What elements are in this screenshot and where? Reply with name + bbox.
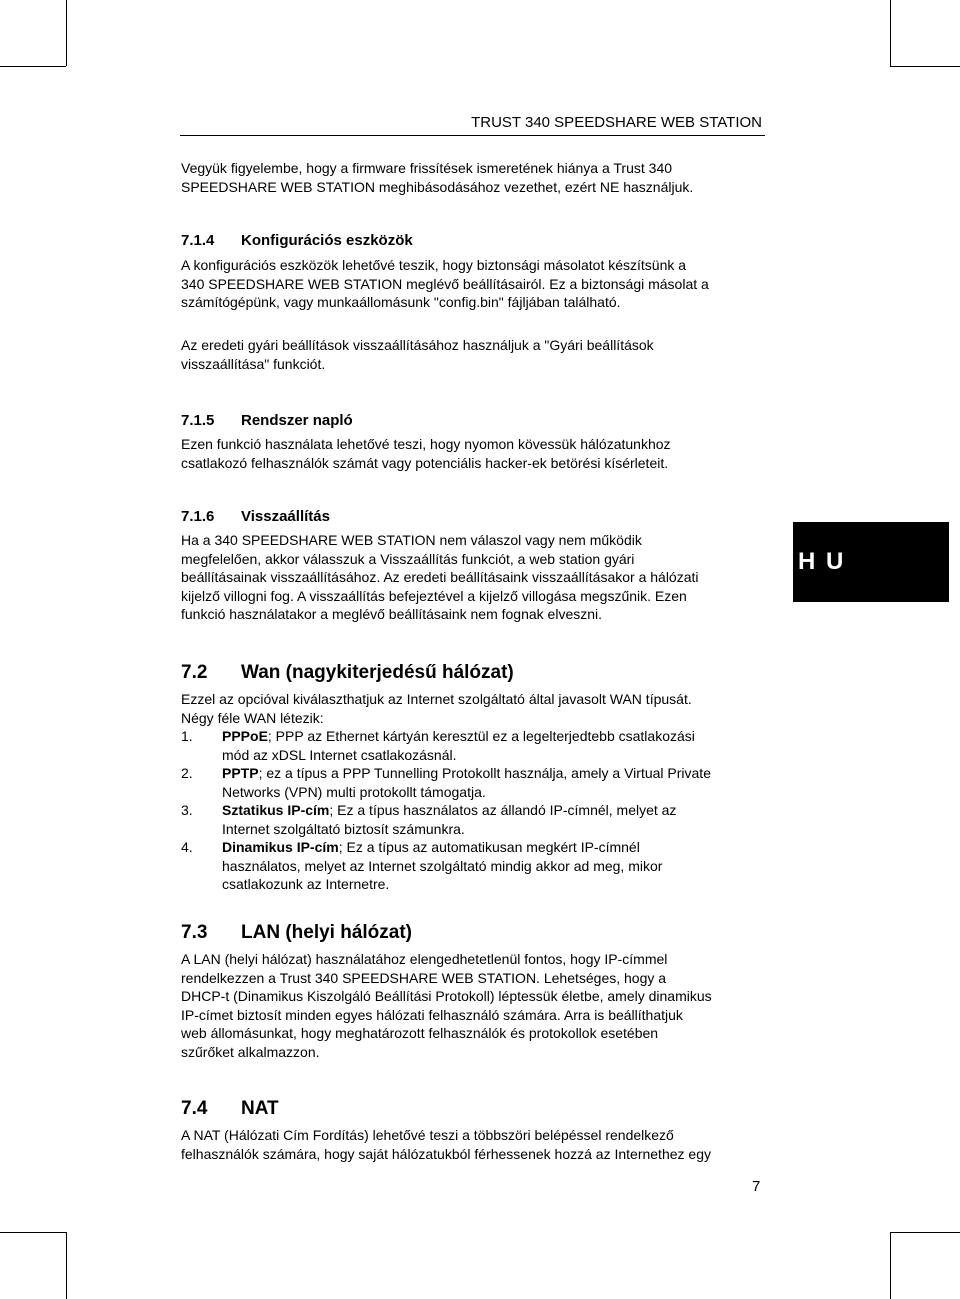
text-line: Az eredeti gyári beállítások visszaállításához használjuk a "Gyári beállítások xyxy=(181,337,654,353)
section-7-1-4-heading xyxy=(181,232,413,249)
section-7-1-5-body xyxy=(181,435,781,472)
intro-line-2: SPEEDSHARE WEB STATION meghibásodásához vezethet, ezért NE használjuk. xyxy=(181,178,694,195)
page-number: 7 xyxy=(752,1178,761,1195)
text-line: funkció használatakor a meglévő beállításaink nem fognak elveszni. xyxy=(181,606,603,622)
text-line: Ezzel az opcióval kiválaszthatjuk az Internet szolgáltató által javasolt WAN típusát. xyxy=(181,691,692,707)
text-line: web állomásunkat, hogy meghatározott felhasználók és protokollok esetében xyxy=(181,1025,659,1041)
text-line: kijelző villogni fog. A visszaállítás befejeztével a kijelző villogása megszűnik. Ezen xyxy=(181,587,687,604)
section-title: Visszaállítás xyxy=(241,508,330,525)
section-7-1-4-body-2 xyxy=(181,336,781,373)
section-number: 7.1.6 xyxy=(181,508,215,525)
text-line: A konfigurációs eszközök lehetővé teszik, hogy biztonsági másolatot készítsünk a xyxy=(181,257,687,273)
section-7-1-6-body xyxy=(181,531,781,624)
list-term: PPPoE xyxy=(222,728,268,744)
section-7-4-body xyxy=(181,1126,781,1163)
crop-mark-top-left-h xyxy=(0,66,66,67)
crop-mark-bottom-right-h xyxy=(890,1232,960,1233)
text-line: Ha a 340 SPEEDSHARE WEB STATION nem válaszol vagy nem működik xyxy=(181,532,642,548)
text-line: IP-címet biztosít minden egyes hálózati felhasználó számára. Arra is beállíthatjuk xyxy=(181,1006,683,1023)
text-line: felhasználók számára, hogy saját hálózatukból férhessenek hozzá az Internethez egy xyxy=(181,1145,711,1162)
section-7-1-4-body xyxy=(181,256,781,312)
list-item xyxy=(181,727,781,764)
section-number: 7.1.4 xyxy=(181,232,215,249)
list-number: 1. xyxy=(181,728,193,744)
crop-mark-top-right-v xyxy=(890,0,891,66)
list-text: ; PPP az Ethernet kártyán keresztül ez a legelterjedtebb csatlakozási xyxy=(267,728,695,744)
language-tab-label: H U xyxy=(798,548,846,575)
list-text: csatlakozunk az Internetre. xyxy=(222,876,390,892)
crop-mark-top-right-h xyxy=(890,66,960,67)
section-7-2-body xyxy=(181,690,781,727)
crop-mark-bottom-left-v xyxy=(66,1232,67,1299)
section-7-2-heading xyxy=(181,662,514,684)
text-line: visszaállítása" funkciót. xyxy=(181,355,326,372)
list-term: Dinamikus IP-cím xyxy=(222,839,339,855)
list-text: ; Ez a típus az automatikusan megkért IP-címnél xyxy=(338,839,640,855)
list-item xyxy=(181,764,781,801)
text-line: beállításainak visszaállításához. Az eredeti beállításaink visszaállításakor a hálózati xyxy=(181,569,699,585)
text-line: Ezen funkció használata lehetővé teszi, hogy nyomon kövessük hálózatunkhoz xyxy=(181,436,671,452)
intro-line-1: Vegyük figyelembe, hogy a firmware frissítések ismeretének hiánya a Trust 340 xyxy=(181,160,673,176)
section-7-3-heading xyxy=(181,922,412,944)
section-number: 7.1.5 xyxy=(181,412,215,429)
crop-mark-top-left-v xyxy=(66,0,67,66)
section-title: Rendszer napló xyxy=(241,412,353,429)
intro-paragraph xyxy=(181,159,781,196)
running-header: TRUST 340 SPEEDSHARE WEB STATION xyxy=(471,114,762,131)
crop-mark-bottom-left-h xyxy=(0,1232,66,1233)
list-text: mód az xDSL Internet csatlakozásnál. xyxy=(222,746,457,763)
list-number: 3. xyxy=(181,802,193,818)
section-title: Wan (nagykiterjedésű hálózat) xyxy=(241,662,514,683)
list-term: PPTP xyxy=(222,765,259,781)
list-item xyxy=(181,838,781,894)
crop-mark-bottom-right-v xyxy=(890,1232,891,1299)
wan-type-list xyxy=(181,727,781,894)
section-number: 7.4 xyxy=(181,1098,208,1119)
text-line: 340 SPEEDSHARE WEB STATION meglévő beállításairól. Ez a biztonsági másolat a xyxy=(181,275,709,292)
text-line: csatlakozó felhasználók számát vagy potenciális hacker-ek betörési kísérleteit. xyxy=(181,454,669,471)
text-line: rendelkezzen a Trust 340 SPEEDSHARE WEB STATION. Lehetséges, hogy a xyxy=(181,969,667,986)
list-text: használatos, melyet az Internet szolgáltató mindig akkor ad meg, mikor xyxy=(222,857,663,874)
header-rule xyxy=(180,135,765,136)
text-line: A NAT (Hálózati Cím Fordítás) lehetővé teszi a többszöri belépéssel rendelkező xyxy=(181,1127,674,1143)
section-7-4-heading xyxy=(181,1098,279,1120)
list-number: 2. xyxy=(181,765,193,781)
list-text: Networks (VPN) multi protokollt támogatja. xyxy=(222,783,486,800)
text-line: számítógépünk, vagy munkaállomásunk "config.bin" fájljában található. xyxy=(181,294,621,310)
section-7-1-5-heading xyxy=(181,412,353,429)
text-line: A LAN (helyi hálózat) használatához elengedhetetlenül fontos, hogy IP-címmel xyxy=(181,951,668,967)
list-item xyxy=(181,801,781,838)
section-title: LAN (helyi hálózat) xyxy=(241,922,413,943)
text-line: DHCP-t (Dinamikus Kiszolgáló Beállítási Protokoll) léptessük életbe, amely dinamikus xyxy=(181,988,712,1004)
section-title: Konfigurációs eszközök xyxy=(241,232,413,249)
text-line: Négy féle WAN létezik: xyxy=(181,709,324,726)
list-text: Internet szolgáltató biztosít számunkra. xyxy=(222,820,465,837)
section-number: 7.3 xyxy=(181,922,208,943)
section-number: 7.2 xyxy=(181,662,208,683)
list-text: ; Ez a típus használatos az állandó IP-címnél, melyet az xyxy=(329,802,677,818)
list-number: 4. xyxy=(181,839,193,855)
text-line: megfelelően, akkor válasszuk a Visszaállítás funkciót, a web station gyári xyxy=(181,550,635,567)
section-7-1-6-heading xyxy=(181,508,330,525)
list-term: Sztatikus IP-cím xyxy=(222,802,330,818)
language-tab xyxy=(793,522,949,602)
section-title: NAT xyxy=(241,1098,279,1119)
section-7-3-body xyxy=(181,950,781,1061)
text-line: szűrőket alkalmazzon. xyxy=(181,1043,320,1060)
list-text: ; ez a típus a PPP Tunnelling Protokollt használja, amely a Virtual Private xyxy=(258,765,711,781)
